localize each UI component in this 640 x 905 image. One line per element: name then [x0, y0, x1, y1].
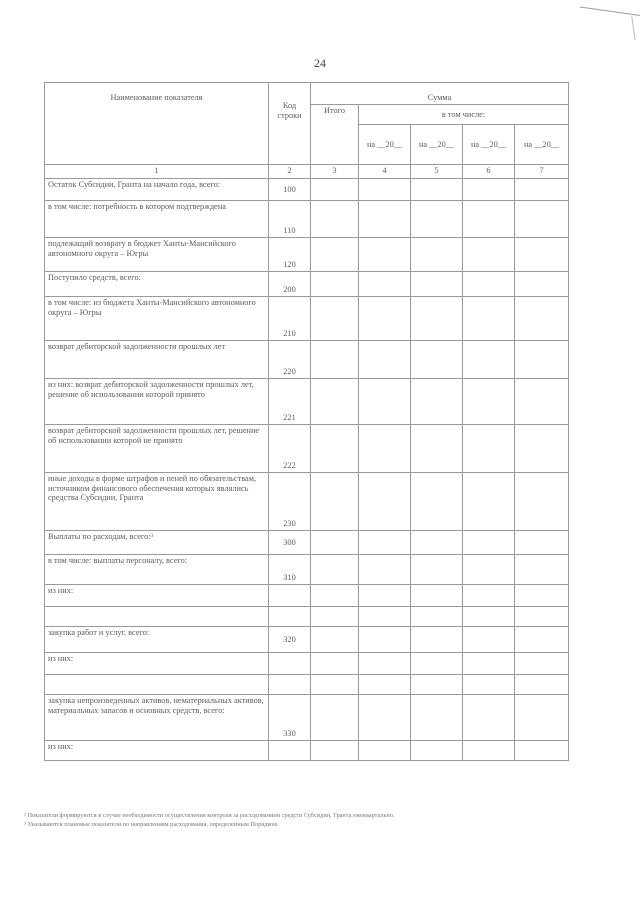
footnote-3: ³ Указываются плановые показатели по направлениям расходования, определенным Порядком. [24, 820, 279, 828]
row-code: 300 [269, 531, 311, 555]
row-code [269, 741, 311, 761]
table-row [45, 741, 569, 761]
header-year-3: на __20__ [463, 125, 515, 165]
header-sum: Сумма [311, 83, 569, 105]
row-label: из них: [45, 741, 269, 761]
row-label: Выплаты по расходам, всего:³ [45, 531, 269, 555]
row-label: возврат дебиторской задолженности прошлых лет [45, 341, 269, 379]
row-code [269, 653, 311, 675]
report-table [44, 82, 569, 761]
table-row [45, 379, 569, 425]
table-row [45, 555, 569, 585]
column-number: 2 [269, 165, 311, 179]
row-label: иные доходы в форме штрафов и пеней по обязательствам, источником финансового обеспечения которых являлись средства Субсидии, Гранта [45, 473, 269, 531]
row-label [45, 675, 269, 695]
row-label: из них: [45, 653, 269, 675]
row-code: 120 [269, 238, 311, 272]
row-code [269, 585, 311, 607]
row-code: 100 [269, 179, 311, 201]
row-code: 200 [269, 272, 311, 297]
row-label: в том числе: выплаты персоналу, всего: [45, 555, 269, 585]
row-code: 320 [269, 627, 311, 653]
column-number: 5 [411, 165, 463, 179]
row-code: 330 [269, 695, 311, 741]
header-including: в том числе: [359, 105, 569, 125]
table-row [45, 585, 569, 607]
column-number: 7 [515, 165, 569, 179]
column-number: 4 [359, 165, 411, 179]
footnotes [24, 812, 584, 829]
table-row [45, 675, 569, 695]
table-row [45, 473, 569, 531]
header-name: Наименование показателя [45, 83, 269, 165]
row-label: закупка работ и услуг, всего: [45, 627, 269, 653]
table-row [45, 201, 569, 238]
table-row [45, 425, 569, 473]
row-label: в том числе: из бюджета Ханты-Мансийского автономного округа – Югры [45, 297, 269, 341]
header-total: Итого [311, 105, 359, 165]
row-label: возврат дебиторской задолженности прошлых лет, решение об использовании которой не принято [45, 425, 269, 473]
row-code [269, 607, 311, 627]
column-number: 3 [311, 165, 359, 179]
header-year-4: на __20__ [515, 125, 569, 165]
table-row [45, 653, 569, 675]
row-label: подлежащий возврату в бюджет Ханты-Мансийского автономного округа – Югры [45, 238, 269, 272]
row-label: Остаток Субсидии, Гранта на начало года, всего: [45, 179, 269, 201]
header-year-2: на __20__ [411, 125, 463, 165]
row-label: закупка непроизведенных активов, нематериальных активов, материальных запасов и основных средств, всего: [45, 695, 269, 741]
column-number: 6 [463, 165, 515, 179]
row-code [269, 675, 311, 695]
table-row [45, 238, 569, 272]
row-code: 222 [269, 425, 311, 473]
row-label: из них: возврат дебиторской задолженности прошлых лет, решение об использовании которой принято [45, 379, 269, 425]
row-label [45, 607, 269, 627]
table-row [45, 272, 569, 297]
header-code: Код строки [269, 83, 311, 165]
row-code: 230 [269, 473, 311, 531]
row-code: 310 [269, 555, 311, 585]
row-label: в том числе: потребность в котором подтверждена [45, 201, 269, 238]
table-row [45, 179, 569, 201]
table-row [45, 531, 569, 555]
row-code: 210 [269, 297, 311, 341]
row-code: 110 [269, 201, 311, 238]
table-row [45, 695, 569, 741]
footnote-2: ² Показатели формируются в случае необходимости осуществления контроля за расходованием средств Субсидии, Гранта ежеквартально. [24, 812, 395, 819]
row-label: Поступило средств, всего: [45, 272, 269, 297]
table-row [45, 627, 569, 653]
page-corner-fold [580, 0, 640, 40]
table-row [45, 607, 569, 627]
column-number: 1 [45, 165, 269, 179]
header-year-1: на __20__ [359, 125, 411, 165]
row-code: 220 [269, 341, 311, 379]
table-row [45, 297, 569, 341]
table-row [45, 341, 569, 379]
row-code: 221 [269, 379, 311, 425]
row-label: из них: [45, 585, 269, 607]
page-number: 24 [314, 56, 326, 70]
